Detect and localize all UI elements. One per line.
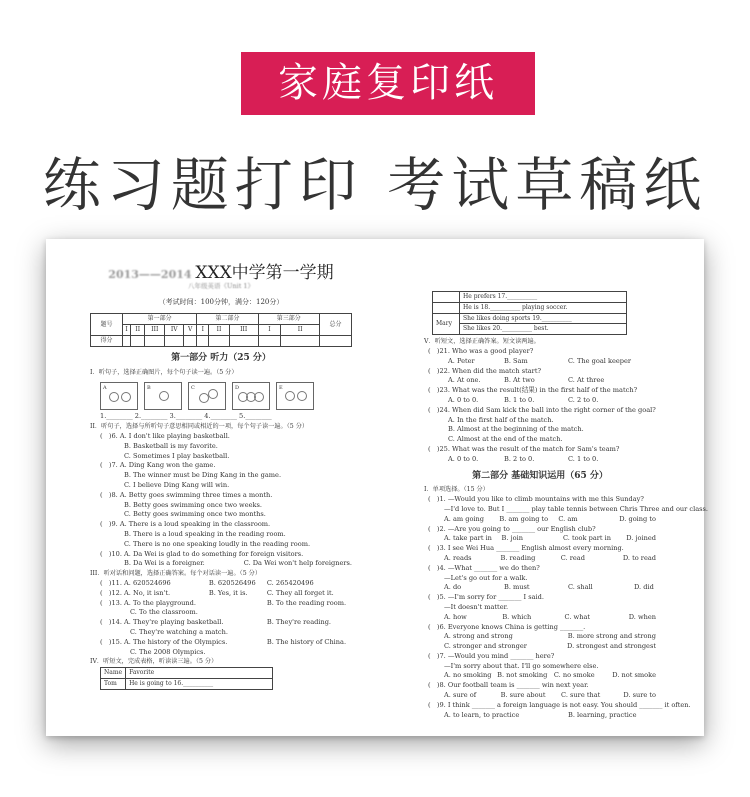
- section-basics-title: 第二部分 基础知识运用（65 分）: [472, 470, 608, 481]
- table-cell: She likes 20.__________ best.: [460, 324, 627, 335]
- instruction-4: IV．听短文，完成表格，听读读三遍。（5 分）: [90, 658, 218, 666]
- picture-d: [232, 382, 270, 410]
- question-14-option-c: C. They're watching a match.: [130, 627, 228, 636]
- table-cell: Tom: [101, 678, 126, 689]
- table-cell: Favorite: [126, 668, 273, 679]
- score-sub-cell: I: [197, 325, 209, 336]
- mc-question-4: ( )4. —What _______ we do then? —Let's go out for a walk. A. do B. must C. shall D. did: [428, 563, 654, 592]
- right-column: [424, 239, 709, 720]
- mc-question-5: ( )5. —I'm sorry for _______ I said. —It doesn't matter. A. how B. which C. what D. when: [428, 593, 656, 621]
- option-b: B. The winner must be Ding Kang in the game.: [124, 471, 282, 480]
- instruction-5: V．听短文，选择正确答案。短文读两遍。: [424, 338, 540, 346]
- question-7: [90, 461, 352, 490]
- picture-e: [276, 382, 314, 410]
- exam-title: [90, 263, 352, 283]
- question-text: )8. A. Betty goes swimming three times a month.: [108, 490, 273, 499]
- question-text: )10. A. Da Wei is glad to do something for foreign visitors.: [108, 549, 304, 558]
- question-15-option-c: C. The 2008 Olympics.: [130, 647, 206, 656]
- question-12: ( )12. A. No, it isn't. B. Yes, it is. C. They all forget it.: [100, 588, 334, 597]
- question-13: ( )13. A. To the playground. B. To the reading room.: [100, 598, 347, 607]
- picture-row: [100, 382, 352, 410]
- mc-question-8: ( )8. Our football team is _______ win next year. A. sure of B. sure about C. sure that D. sure to: [428, 681, 656, 700]
- left-column: [90, 239, 352, 690]
- table-cell: He is going to 16.__________: [126, 678, 273, 689]
- question-10: ( )10. A. Da Wei is glad to do something for foreign visitors. B. Da Wei is a foreigner. C. Da Wei won't help foreigners.: [100, 549, 352, 568]
- question-9: [90, 520, 352, 549]
- section-listening-title: 第一部分 听力（25 分）: [171, 352, 271, 363]
- mc-question-6: ( )6. Everyone knows China is getting _______. A. strong and strong B. more strong and strong C. stronger and stronger D. strongest and strongest: [428, 622, 656, 651]
- table-cell: Name: [101, 668, 126, 679]
- question-25: ( )25. What was the result of the match for Sam's team? A. 0 to 0. B. 2 to 0. C. 1 to 0.: [428, 444, 620, 463]
- mc-question-1: ( )1. —Would you like to climb mountains with me this Sunday? —I'd love to. But I _______ play table tennis between Chris Three and our class. A. am going B. am going to C. am D. going to: [428, 495, 709, 523]
- score-table: [90, 313, 352, 346]
- title-main: XXX中学第一学期: [195, 263, 334, 283]
- table-cell: He is 18.__________ playing soccer.: [460, 302, 627, 313]
- question-11: ( )11. A. 620524696 B. 620526496 C. 265420496: [100, 578, 314, 587]
- score-header-cell: 第一部分: [122, 314, 196, 325]
- question-14: ( )14. A. They're playing basketball. B. They're reading.: [100, 618, 332, 627]
- score-header-cell: 总分: [320, 314, 352, 336]
- score-sub-cell: II: [209, 325, 229, 336]
- score-sub-cell: III: [229, 325, 258, 336]
- option-b: B. Da Wei is a foreigner.: [124, 559, 205, 568]
- option-c: C. Betty goes swimming once two months.: [124, 510, 266, 519]
- option-b: B. Basketball is my favorite.: [124, 441, 218, 450]
- question-24: ( )24. When did Sam kick the ball into the right corner of the goal? A. In the first half of the match. B. Almost at the beginning of the match. C. Almost at the end of the match.: [428, 405, 656, 444]
- answer-paren: (: [100, 431, 103, 440]
- question-22: ( )22. When did the match start? A. At one. B. At two C. At three: [428, 366, 605, 385]
- score-sub-cell: I: [258, 325, 281, 336]
- option-c: C. I believe Ding Kang will win.: [124, 480, 230, 489]
- option-c: C. Da Wei won't help foreigners.: [243, 559, 352, 568]
- question-text: )6. A. I don't like playing basketball.: [108, 431, 230, 440]
- picture-c: [188, 382, 226, 410]
- question-23: ( )23. What was the result(结果) in the first half of the match? A. 0 to 0. B. 1 to 0. C. 2 to 0.: [428, 386, 638, 404]
- title-prefix: 2013——2014: [108, 268, 192, 281]
- picture-answers: 1.________ 2.________ 3.________ 4.________ 5.________: [100, 412, 272, 421]
- mc-question-9: ( )9. I think _______ a foreign language is not easy. You should _______ it often. A. to learn, to practice B. learning, practice: [428, 700, 691, 719]
- answer-paren: (: [100, 461, 103, 470]
- picture-label: C: [191, 385, 195, 392]
- score-sub-cell: V: [184, 325, 197, 336]
- picture-label: D: [235, 385, 240, 392]
- question-text: )9. A. There is a loud speaking in the classroom.: [108, 520, 271, 529]
- score-sub-cell: II: [131, 325, 145, 336]
- question-15: ( )15. A. The history of the Olympics. B. The history of China.: [100, 637, 347, 646]
- exam-info: （考试时间：100分钟，满分：120分）: [158, 297, 284, 306]
- picture-b: [144, 382, 182, 410]
- question-8: [90, 491, 352, 520]
- answer-paren: (: [100, 520, 103, 529]
- favorite-table: [100, 667, 273, 690]
- question-text: )7. A. Ding Kang won the game.: [108, 461, 216, 470]
- score-header-cell: 题号: [91, 314, 123, 336]
- picture-label: A: [103, 385, 107, 392]
- score-label-cell: 得分: [91, 335, 123, 346]
- exam-sheet: [46, 239, 709, 736]
- score-sub-cell: II: [281, 325, 320, 336]
- question-21: ( )21. Who was a good player? A. Peter B. Sam C. The goal keeper: [428, 346, 632, 365]
- question-6: [90, 432, 352, 461]
- mc-question-2: ( )2. —Are you going to _______ our English club? A. take part in B. join C. took part in D. joined: [428, 524, 656, 543]
- option-c: C. There is no one speaking loudly in the reading room.: [124, 539, 311, 548]
- instruction-1: I．听句子，选择正确图片，每个句子读一遍。（5 分）: [90, 368, 238, 376]
- exam-subtitle: 八年级英语《Unit 1》: [187, 281, 255, 290]
- instruction-6: I．单项选择。（15 分）: [424, 486, 489, 494]
- score-header-cell: 第二部分: [197, 314, 258, 325]
- option-c: C. Sometimes I play basketball.: [124, 451, 230, 460]
- instruction-2: II．听句子，选择与所听句子意思相同或相近的一项，每个句子读一遍。（5 分）: [90, 423, 309, 431]
- table-cell: She likes doing sports 19.__________: [460, 313, 627, 324]
- mc-question-3: ( )3. I see Wei Hua _______ English almost every morning. A. reads B. reading C. read D. to read: [428, 544, 656, 562]
- score-sub-cell: IV: [165, 325, 184, 336]
- picture-label: E: [279, 385, 283, 392]
- option-b: B. Betty goes swimming once two weeks.: [124, 500, 262, 509]
- table-cell: He prefers 17.__________: [460, 292, 627, 303]
- mary-table: [432, 291, 627, 335]
- picture-a: [100, 382, 138, 410]
- score-sub-cell: III: [145, 325, 165, 336]
- instruction-3: III．听对话和问题，选择正确答案。每个对话读一遍。（5 分）: [90, 570, 262, 578]
- question-13-option-c: C. To the classroom.: [130, 608, 198, 617]
- banner: 家庭复印纸: [241, 52, 535, 115]
- score-sub-cell: I: [122, 325, 130, 336]
- headline: 练习题打印 考试草稿纸: [42, 151, 708, 219]
- mc-question-7: ( )7. —Would you mind _______ here? —I'm sorry about that. I'll go somewhere else. A. no smoking B. not smoking C. no smoke D. not smoke: [428, 651, 656, 680]
- picture-label: B: [147, 385, 151, 392]
- option-b: B. There is a loud speaking in the reading room.: [124, 529, 286, 538]
- table-cell: Mary: [433, 313, 460, 335]
- score-header-cell: 第三部分: [258, 314, 319, 325]
- answer-paren: (: [100, 490, 103, 499]
